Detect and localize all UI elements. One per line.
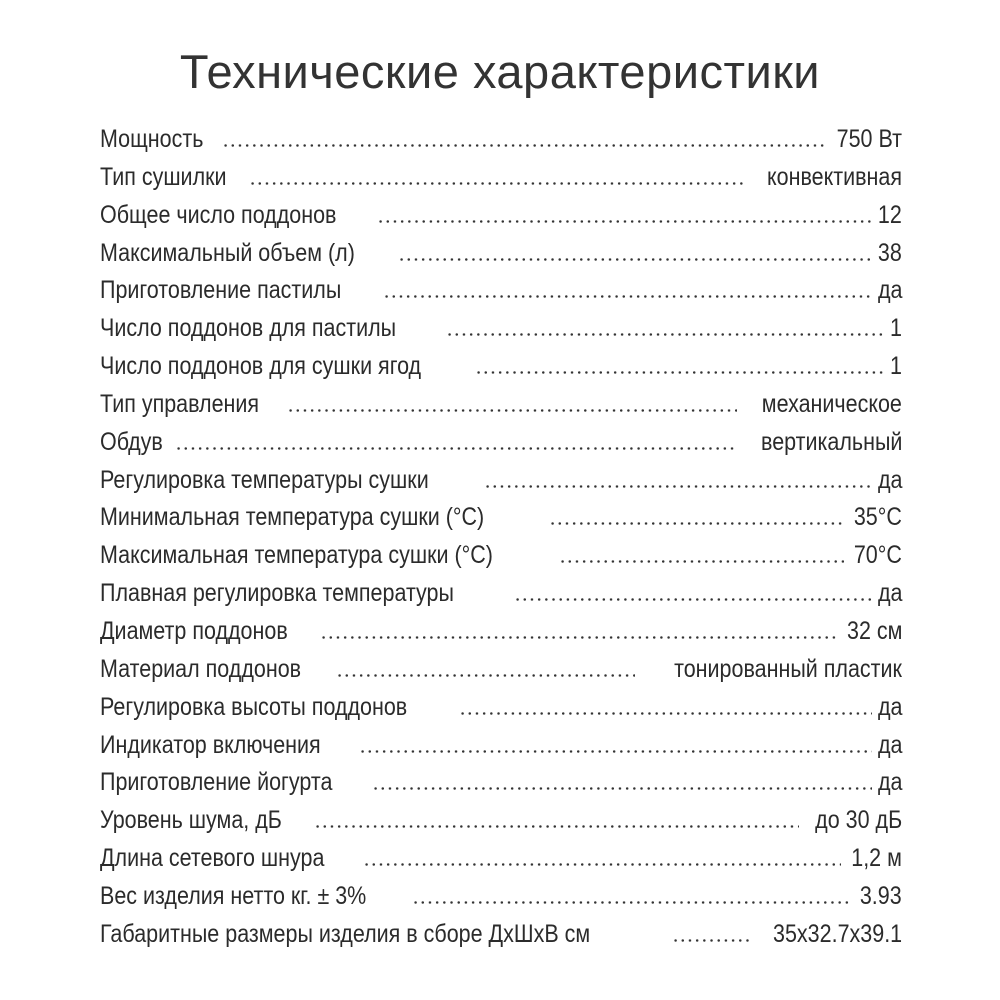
- spec-value: конвективная: [766, 162, 902, 191]
- dot-leader: [359, 750, 872, 753]
- spec-row-min-temp: [100, 499, 902, 537]
- spec-value: 32 см: [846, 616, 902, 645]
- spec-label: Тип сушилки: [100, 162, 227, 191]
- dot-leader: [249, 182, 743, 185]
- dot-leader: [377, 220, 872, 223]
- spec-label: Обдув: [100, 427, 163, 456]
- spec-row-dryer-type: [100, 159, 902, 197]
- spec-label: Индикатор включения: [100, 730, 321, 759]
- spec-row-tray-material: [100, 651, 902, 689]
- spec-label: Диаметр поддонов: [100, 616, 288, 645]
- spec-row-noise: [100, 802, 902, 840]
- spec-list: [100, 121, 902, 954]
- spec-row-tray-height: [100, 689, 902, 727]
- spec-label: Число поддонов для сушки ягод: [100, 352, 422, 381]
- spec-label: Регулировка температуры сушки: [100, 465, 429, 494]
- dot-leader: [475, 371, 886, 374]
- spec-value: 38: [878, 238, 902, 267]
- dot-leader: [336, 674, 635, 677]
- spec-value: до 30 дБ: [814, 806, 902, 835]
- spec-value: да: [877, 465, 902, 494]
- spec-value: 1: [890, 352, 902, 381]
- spec-label: Материал поддонов: [100, 654, 302, 683]
- spec-value: 3.93: [860, 881, 902, 910]
- dot-leader: [175, 447, 736, 450]
- spec-label: Мощность: [100, 125, 204, 153]
- dot-leader: [412, 901, 852, 904]
- spec-label: Регулировка высоты поддонов: [100, 692, 408, 721]
- spec-label: Число поддонов для пастилы: [100, 314, 397, 343]
- spec-label: Минимальная температура сушки (°С): [100, 503, 485, 532]
- spec-value: да: [877, 579, 902, 608]
- page-title: Технические характеристики: [179, 45, 821, 98]
- spec-row-net-weight: [100, 878, 902, 916]
- spec-label: Уровень шума, дБ: [100, 806, 282, 835]
- spec-value: 750 Вт: [836, 125, 902, 153]
- spec-row-airflow: [100, 424, 902, 462]
- spec-row-pastila-trays: [100, 310, 902, 348]
- dot-leader: [446, 333, 886, 336]
- dot-leader: [484, 485, 871, 488]
- spec-value: вертикальный: [760, 427, 902, 456]
- dot-leader: [383, 295, 872, 298]
- spec-value: да: [877, 692, 902, 721]
- dot-leader: [398, 258, 872, 261]
- spec-row-power-indicator: [100, 727, 902, 765]
- spec-row-pastila: [100, 272, 902, 310]
- spec-label: Тип управления: [100, 389, 260, 418]
- spec-value: тонированный пластик: [674, 654, 902, 683]
- spec-label: Приготовление йогурта: [100, 768, 333, 797]
- dot-leader: [314, 825, 799, 828]
- spec-row-cord-length: [100, 840, 902, 878]
- spec-row-yogurt: [100, 764, 902, 802]
- dot-leader: [672, 939, 750, 942]
- spec-value: да: [877, 730, 902, 759]
- spec-label: Габаритные размеры изделия в сборе ДхШхВ см: [100, 919, 591, 948]
- spec-value: 35°С: [853, 503, 902, 532]
- dot-leader: [363, 863, 841, 866]
- spec-label: Плавная регулировка температуры: [100, 579, 454, 608]
- spec-label: Максимальная температура сушки (°С): [100, 541, 493, 570]
- spec-label: Приготовление пастилы: [100, 276, 342, 305]
- spec-row-dimensions: [100, 916, 902, 954]
- spec-value: 1,2 м: [851, 844, 902, 873]
- spec-label: Общее число поддонов: [100, 200, 337, 229]
- spec-label: Вес изделия нетто кг. ± 3%: [100, 881, 367, 910]
- spec-value: механическое: [761, 389, 902, 418]
- dot-leader: [372, 787, 871, 790]
- spec-row-temp-control: [100, 462, 902, 500]
- spec-row-tray-count: [100, 197, 902, 235]
- spec-row-max-volume: [100, 235, 902, 273]
- spec-value: да: [877, 276, 902, 305]
- spec-row-berry-trays: [100, 348, 902, 386]
- spec-value: 12: [878, 200, 902, 229]
- spec-value: 70°С: [853, 541, 902, 570]
- dot-leader: [222, 144, 824, 147]
- spec-value: 35х32.7х39.1: [772, 919, 902, 948]
- dot-leader: [320, 636, 835, 639]
- dot-leader: [559, 560, 844, 563]
- spec-row-tray-diameter: [100, 613, 902, 651]
- spec-row-power: [100, 121, 902, 159]
- spec-label: Максимальный объем (л): [100, 238, 355, 267]
- spec-value: 1: [890, 314, 902, 343]
- dot-leader: [459, 712, 871, 715]
- spec-row-control-type: [100, 386, 902, 424]
- spec-row-smooth-temp: [100, 575, 902, 613]
- spec-label: Длина сетевого шнура: [100, 844, 325, 873]
- spec-row-max-temp: [100, 537, 902, 575]
- dot-leader: [514, 598, 872, 601]
- dot-leader: [287, 409, 737, 412]
- dot-leader: [549, 522, 844, 525]
- spec-value: да: [877, 768, 902, 797]
